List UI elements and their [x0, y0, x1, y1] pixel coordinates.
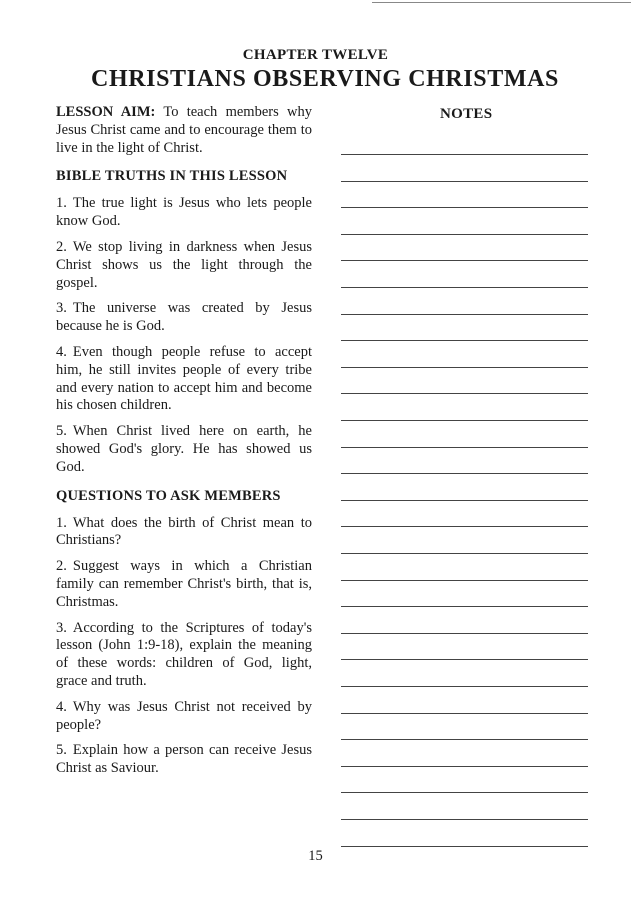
truth-number: 4.: [56, 343, 67, 360]
notes-line: [341, 580, 588, 581]
notes-title: NOTES: [440, 106, 493, 122]
page-title: CHRISTIANS OBSERVING CHRISTMAS: [91, 66, 559, 92]
truth-item: [56, 300, 312, 336]
notes-line: [341, 686, 588, 687]
question-text: Why was Jesus Christ not received by people?: [56, 698, 312, 733]
notes-line: [341, 766, 588, 767]
question-item: [56, 620, 312, 691]
question-text: What does the birth of Christ mean to Christians?: [56, 514, 312, 549]
page-number: 15: [308, 848, 323, 864]
lesson-column: [56, 104, 312, 778]
notes-line: [341, 526, 588, 527]
truth-text: When Christ lived here on earth, he showed God's glory. He has showed us God.: [56, 423, 312, 475]
notes-line: [341, 260, 588, 261]
notes-line: [341, 500, 588, 501]
notes-line: [341, 234, 588, 235]
notes-line: [341, 340, 588, 341]
question-number: 5.: [56, 742, 67, 759]
notes-line: [341, 713, 588, 714]
question-number: 1.: [56, 514, 67, 531]
truth-item: [56, 344, 312, 415]
notes-line: [341, 846, 588, 847]
lesson-aim-label: LESSON AIM:: [56, 104, 156, 120]
question-number: 2.: [56, 558, 67, 575]
notes-line: [341, 633, 588, 634]
bible-truths-heading: BIBLE TRUTHS IN THIS LESSON: [56, 168, 288, 185]
truth-item: [56, 423, 312, 476]
notes-line: [341, 739, 588, 740]
notes-line: [341, 606, 588, 607]
notes-line: [341, 207, 588, 208]
notes-line: [341, 819, 588, 820]
top-rule: [372, 2, 631, 3]
truth-number: 2.: [56, 238, 67, 255]
notes-line: [341, 420, 588, 421]
truth-number: 3.: [56, 300, 67, 317]
question-item: [56, 742, 312, 778]
truth-item: [56, 239, 312, 292]
truth-text: The universe was created by Jesus because he is God.: [56, 300, 312, 335]
truth-text: The true light is Jesus who lets people know God.: [56, 195, 312, 230]
lesson-aim: [56, 104, 312, 157]
notes-line: [341, 287, 588, 288]
truth-number: 1.: [56, 195, 67, 212]
truth-number: 5.: [56, 423, 67, 440]
question-text: Explain how a person can receive Jesus Christ as Saviour.: [56, 742, 312, 777]
chapter-label: CHAPTER TWELVE: [242, 47, 389, 63]
notes-line: [341, 314, 588, 315]
notes-line: [341, 154, 588, 155]
truth-item: [56, 195, 312, 231]
notes-line: [341, 659, 588, 660]
question-text: Suggest ways in which a Christian family can remember Christ's birth, that is, Christmas.: [56, 558, 312, 610]
notes-line: [341, 553, 588, 554]
question-number: 4.: [56, 698, 67, 715]
notes-line: [341, 367, 588, 368]
truth-text: Even though people refuse to accept him, he still invites people of every tribe and every nation to accept him and become his chosen children.: [56, 343, 312, 414]
lesson-aim-text: To teach members why Jesus Christ came and to encourage them to live in the light of Christ.: [56, 104, 312, 156]
question-text: According to the Scriptures of today's lesson (John 1:9-18), explain the meaning of these words: children of God, light, grace and truth.: [56, 619, 312, 689]
notes-line: [341, 473, 588, 474]
notes-line: [341, 447, 588, 448]
question-number: 3.: [56, 619, 67, 636]
question-item: [56, 515, 312, 551]
questions-heading: QUESTIONS TO ASK MEMBERS: [56, 487, 281, 504]
question-item: [56, 699, 312, 735]
notes-line: [341, 792, 588, 793]
truth-text: We stop living in darkness when Jesus Christ shows us the light through the gospel.: [56, 238, 312, 291]
question-item: [56, 558, 312, 611]
notes-line: [341, 393, 588, 394]
notes-line: [341, 181, 588, 182]
